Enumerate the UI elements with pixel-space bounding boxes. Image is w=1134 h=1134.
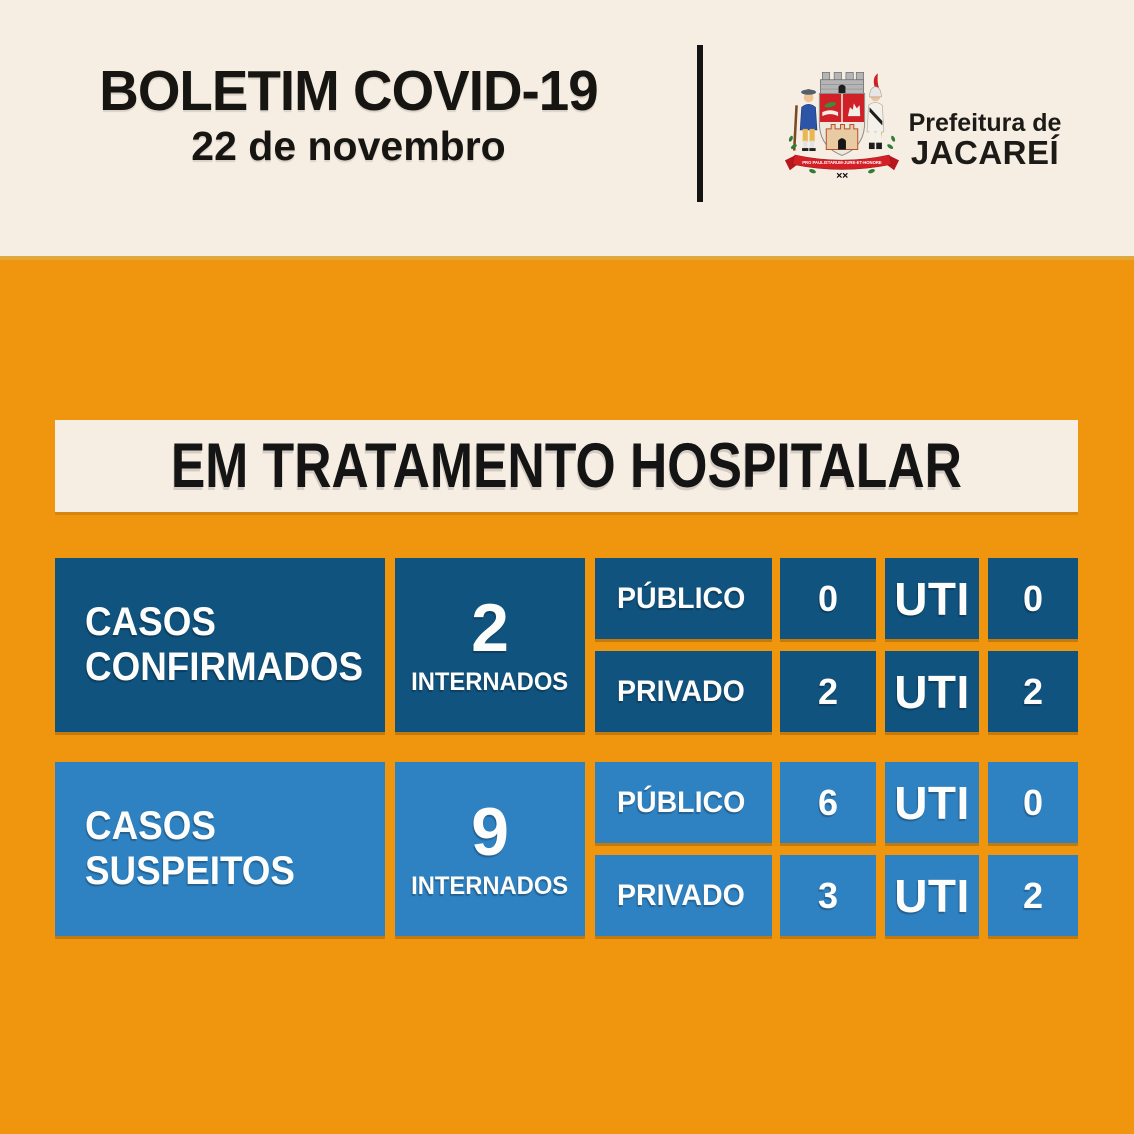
header-separator <box>0 256 1134 260</box>
suspected-label-card <box>55 762 385 936</box>
page-title: BOLETIM COVID-19 <box>99 59 598 123</box>
confirmed-public-value-cell: 0 <box>780 558 876 639</box>
section-banner <box>55 420 1078 512</box>
city-logo <box>783 64 1083 194</box>
confirmed-private-value-cell: 2 <box>780 651 876 732</box>
header <box>0 0 1134 256</box>
confirmed-total-caption: INTERNADOS <box>411 667 569 696</box>
suspected-cases-section <box>55 762 1078 936</box>
confirmed-private-uti-label-cell: UTI <box>885 651 979 732</box>
title-block <box>0 59 697 170</box>
confirmed-public-label-cell: PÚBLICO <box>595 558 772 639</box>
suspected-public-uti-label-cell: UTI <box>885 762 979 843</box>
logo-text <box>905 110 1065 171</box>
suspected-public-value-cell: 6 <box>780 762 876 843</box>
logo-org-line2: JACAREÍ <box>910 134 1060 172</box>
crest-motto: PRO PAULISTARUM-JURE-ET-HONORE <box>802 160 882 166</box>
suspected-public-uti-value-cell: 0 <box>988 762 1078 843</box>
confirmed-private-label-cell: PRIVADO <box>595 651 772 732</box>
suspected-private-uti-label-cell: UTI <box>885 855 979 936</box>
bulletin-date: 22 de novembro <box>191 123 506 170</box>
confirmed-public-uti-value-cell: 0 <box>988 558 1078 639</box>
suspected-public-label-cell: PÚBLICO <box>595 762 772 843</box>
confirmed-private-uti-value-cell: 2 <box>988 651 1078 732</box>
confirmed-label-line2: CONFIRMADOS <box>85 645 364 689</box>
confirmed-label-line1: CASOS <box>85 599 216 644</box>
confirmed-total-card <box>395 558 585 732</box>
city-crest-icon <box>783 64 901 182</box>
suspected-label-line1: CASOS <box>85 803 216 848</box>
suspected-label-line2: SUSPEITOS <box>85 849 295 893</box>
suspected-total-card <box>395 762 585 936</box>
suspected-private-uti-value-cell: 2 <box>988 855 1078 936</box>
logo-org-line1: Prefeitura de <box>908 109 1062 137</box>
suspected-total-value: 9 <box>471 793 509 870</box>
confirmed-public-uti-label-cell: UTI <box>885 558 979 639</box>
section-banner-title: EM TRATAMENTO HOSPITALAR <box>170 431 963 501</box>
confirmed-total-value: 2 <box>471 589 509 666</box>
suspected-private-label-cell: PRIVADO <box>595 855 772 936</box>
suspected-private-value-cell: 3 <box>780 855 876 936</box>
confirmed-cases-section <box>55 558 1078 732</box>
suspected-total-caption: INTERNADOS <box>411 871 569 900</box>
header-divider <box>697 45 703 202</box>
confirmed-label-card <box>55 558 385 732</box>
